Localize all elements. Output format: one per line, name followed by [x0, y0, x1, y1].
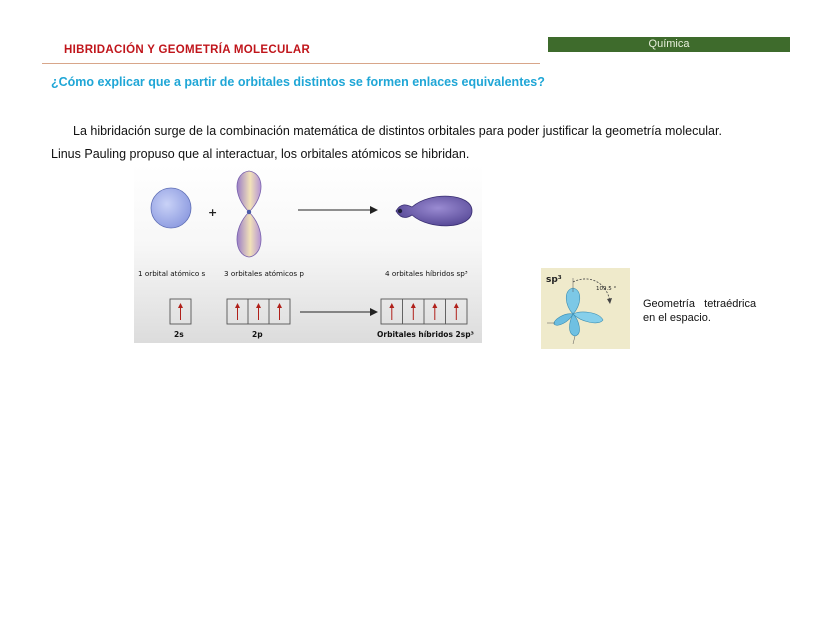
box-hybrid-2sp3 [381, 299, 467, 324]
label-s-orbital: 1 orbital atómico s [138, 269, 206, 278]
body-line-2: Linus Pauling propuso que al interactuar, los orbitales atómicos se hibridan. [51, 147, 470, 161]
plus-sign: + [208, 206, 218, 219]
box-2s [170, 299, 191, 324]
box-2p [227, 299, 290, 324]
tetrahedral-caption [643, 297, 761, 325]
label-p-orbitals: 3 orbitales atómicos p [224, 269, 304, 278]
sp3-label: sp³ [546, 275, 562, 285]
section-title: HIBRIDACIÓN Y GEOMETRÍA MOLECULAR [64, 44, 311, 56]
body-line-1: La hibridación surge de la combinación matemática de distintos orbitales para poder justificar la geometría molecular. [73, 124, 722, 138]
label-hybrid-2sp3: Orbitales híbridos 2sp³ [377, 330, 474, 339]
s-orbital-sphere [151, 188, 191, 228]
hybridization-figure [134, 165, 482, 343]
tetrahedral-orbitals [554, 288, 603, 336]
hybrid-orbital-lobe [396, 196, 472, 226]
label-2s: 2s [174, 330, 184, 339]
bond-angle-label: 109.5 ° [596, 286, 617, 292]
label-2p: 2p [252, 330, 263, 339]
caption-line-1: Geometría tetraédrica [643, 298, 757, 310]
caption-line-2: en el espacio. [643, 312, 711, 324]
hybridization-arrow [300, 308, 378, 316]
body-paragraph [51, 120, 771, 166]
tetrahedral-figure [541, 268, 630, 349]
header-divider [42, 63, 540, 64]
subject-banner: Química [548, 37, 790, 52]
question-heading: ¿Cómo explicar que a partir de orbitales distintos se formen enlaces equivalentes? [51, 75, 545, 89]
p-orbital-dumbbell [237, 171, 261, 257]
label-hybrid-orbitals: 4 orbitales híbridos sp³ [385, 269, 468, 278]
combination-arrow [298, 206, 378, 214]
